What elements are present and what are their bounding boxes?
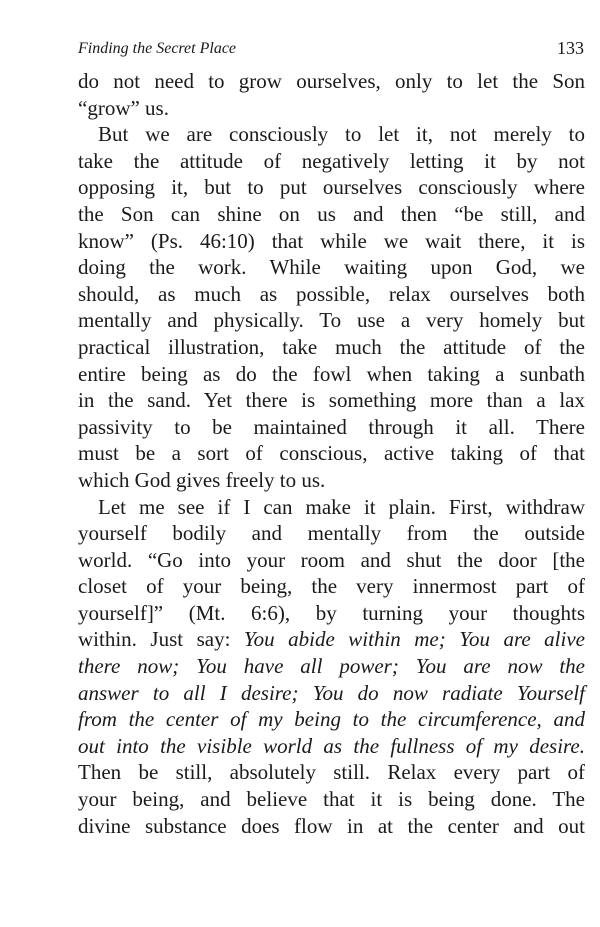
text-line-content	[78, 626, 585, 653]
text-line-content	[98, 494, 585, 521]
text-line-content	[78, 334, 585, 361]
text-line-content	[78, 759, 585, 786]
text-line-content	[78, 440, 585, 467]
text: opposing it, but to put ourselves consciously where	[78, 175, 585, 200]
text: which God gives freely to us.	[78, 467, 326, 492]
text-line	[78, 520, 585, 547]
text: closet of your being, the very innermost part of	[78, 574, 585, 599]
text: should, as much as possible, relax ourselves both	[78, 281, 585, 306]
text-line	[78, 759, 585, 786]
text: divine substance does flow in at the center and out	[78, 813, 585, 838]
italic-text: there now; You have all power; You are now the	[78, 654, 585, 679]
italic-text: out into the visible world as the fullness of my desire.	[78, 733, 585, 758]
italic-text: from the center of my being to the circumference, and	[78, 707, 585, 732]
text-line-content	[78, 573, 585, 600]
text: entire being as do the fowl when taking a sunbath	[78, 361, 585, 386]
text: the Son can shine on us and then “be still, and	[78, 201, 585, 226]
text: know” (Ps. 46:10) that while we wait there, it is	[78, 228, 585, 253]
text-line	[78, 281, 585, 308]
text-line	[78, 68, 585, 95]
text-line-content	[98, 121, 585, 148]
text: yourself bodily and mentally from the outside	[78, 521, 585, 546]
text: in the sand. Yet there is something more than a lax	[78, 388, 585, 413]
text-line-content	[78, 387, 585, 414]
text-line	[78, 626, 585, 653]
text-line	[78, 334, 585, 361]
text-line-content	[78, 547, 585, 574]
text-line	[78, 121, 585, 148]
text-line	[78, 706, 585, 733]
text: passivity to be maintained through it all. There	[78, 414, 585, 439]
text-line	[78, 573, 585, 600]
text-line-content	[78, 786, 585, 813]
text: mentally and physically. To use a very homely but	[78, 308, 585, 333]
text-line-content	[78, 520, 585, 547]
text-line	[78, 440, 585, 467]
text-line-content	[78, 414, 585, 441]
text: “grow” us.	[78, 95, 169, 120]
text-line	[78, 653, 585, 680]
text-line-content	[78, 281, 585, 308]
text-line-content	[78, 733, 585, 760]
text-line	[78, 95, 585, 122]
italic-text: You abide within me; You are alive	[243, 627, 585, 652]
text-line	[78, 813, 585, 840]
text-line-content	[78, 307, 585, 334]
text: But we are consciously to let it, not merely to	[98, 122, 585, 147]
running-head	[78, 38, 584, 62]
text: doing the work. While waiting upon God, we	[78, 255, 585, 280]
text: take the attitude of negatively letting it by not	[78, 148, 585, 173]
text-line-content	[78, 201, 585, 228]
text-line	[78, 387, 585, 414]
text-line	[78, 733, 585, 760]
text-line-content	[78, 148, 585, 175]
text: must be a sort of conscious, active taking of that	[78, 441, 585, 466]
italic-text: answer to all I desire; You do now radiate Yourself	[78, 680, 585, 705]
text-line	[78, 228, 585, 255]
text-line	[78, 361, 585, 388]
text-line	[78, 254, 585, 281]
text: within. Just say:	[78, 627, 244, 652]
text-line	[78, 148, 585, 175]
text-line	[78, 307, 585, 334]
text-line	[78, 414, 585, 441]
text: Let me see if I can make it plain. First, withdraw	[98, 494, 585, 519]
text-line-content	[78, 68, 585, 95]
page-number: 133	[557, 38, 584, 58]
text-line-content	[78, 600, 585, 627]
text-line	[78, 680, 585, 707]
text-line-content	[78, 706, 585, 733]
text-line-content	[78, 680, 585, 707]
text-line	[78, 494, 585, 521]
chapter-title: Finding the Secret Place	[78, 40, 237, 57]
text: do not need to grow ourselves, only to let the Son	[78, 69, 585, 93]
text-line-content	[78, 361, 585, 388]
text: yourself]” (Mt. 6:6), by turning your thoughts	[78, 600, 585, 625]
text: practical illustration, take much the attitude of the	[78, 334, 585, 359]
text-line-content	[78, 653, 585, 680]
body-text	[78, 68, 585, 839]
text-line-content	[78, 174, 585, 201]
text-line-content	[78, 228, 585, 255]
text-line	[78, 547, 585, 574]
text-line	[78, 201, 585, 228]
text-line-content	[78, 254, 585, 281]
text-line	[78, 600, 585, 627]
text-line-content	[78, 813, 585, 840]
text-line	[78, 786, 585, 813]
text: Then be still, absolutely still. Relax every part of	[78, 760, 585, 785]
text-line-content	[78, 95, 585, 122]
text: your being, and believe that it is being done. The	[78, 787, 585, 812]
text: world. “Go into your room and shut the door [the	[78, 547, 585, 572]
text-line	[78, 174, 585, 201]
text-line-content	[78, 467, 585, 494]
text-line	[78, 467, 585, 494]
